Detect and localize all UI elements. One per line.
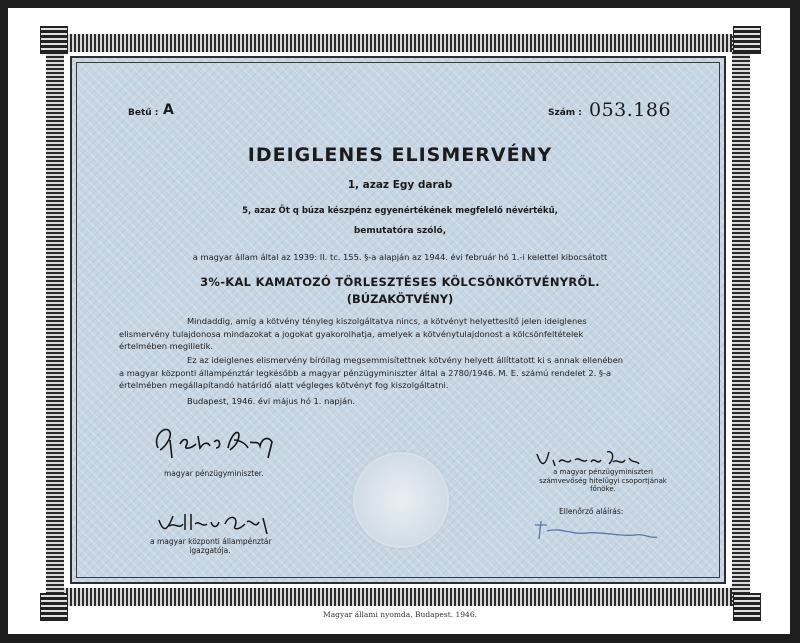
paragraph-line: értelmében megilletik.	[119, 341, 214, 351]
value-line: 5, azaz Öt q búza készpénz egyenértékének megfelelő névértékű,	[242, 206, 558, 216]
date-line: Budapest, 1946. évi május hó 1. napján.	[187, 396, 355, 406]
border-frame	[46, 34, 64, 606]
accounting-caption-line: főnöke.	[590, 485, 616, 493]
treasury-caption-line: igazgatója.	[189, 546, 231, 555]
bond-title: 3%-KAL KAMATOZÓ TÖRLESZTÉSES KÖLCSÖNKÖTVÉNYRŐL.	[200, 275, 600, 289]
paragraph-issue	[119, 354, 689, 392]
series-value: A	[163, 102, 174, 118]
paragraph-line: Mindaddig, amíg a kötvény tényleg kiszolgáltatva nincs, a kötvényt helyettesítő jelen ideiglenes	[187, 316, 587, 326]
embossed-seal	[353, 452, 449, 548]
issuance-line: a magyar állam által az 1939: II. tc. 155. §-a alapján az 1944. évi február hó 1.-i kelettel kibocsátott	[192, 252, 608, 262]
accounting-caption-line: számvevőség hitelügyi csoportjának	[539, 476, 667, 485]
treasury-director-signature	[155, 508, 275, 540]
accounting-caption-line: a magyar pénzügyminiszteri	[553, 468, 653, 476]
document-title: IDEIGLENES ELISMERVÉNY	[247, 144, 553, 166]
paragraph-line: elismervény tulajdonosa mindazokat a jogokat gyakorolhatja, amelyek a kötvénytulajdonost a kölcsönfeltételek	[119, 328, 584, 339]
control-signature-label: Ellenőrző aláírás:	[559, 507, 624, 516]
printer-line: Magyar állami nyomda, Budapest. 1946.	[323, 610, 477, 619]
paragraph-rights	[119, 315, 689, 353]
paragraph-line: értelmében megállapítandó határidő alatt végleges kötvényt fog kiszolgáltatni.	[119, 380, 449, 390]
number-label: Szám :	[548, 108, 582, 118]
border-frame	[732, 34, 750, 606]
series-label: Betű :	[128, 108, 159, 118]
border-frame	[46, 588, 750, 606]
border-frame	[46, 34, 750, 52]
border-corner	[733, 26, 761, 54]
control-signature	[531, 517, 661, 547]
accounting-caption	[538, 468, 668, 494]
number-value: 053.186	[589, 99, 672, 121]
quantity-line: 1, azaz Egy darab	[347, 179, 453, 191]
treasury-caption	[150, 537, 270, 555]
bond-subtitle: (BÚZAKÖTVÉNY)	[346, 292, 454, 306]
bearer-line: bemutatóra szóló,	[353, 226, 447, 236]
finance-minister-caption: magyar pénzügyminiszter.	[164, 469, 264, 478]
paragraph-line: a magyar központi állampénztár legkésőbb a magyar pénzügyminiszter által a 2780/1946. M. E. számú rendelet 2. §-a	[119, 367, 612, 378]
paragraph-line: Ez az ideiglenes elismervény bíróilag megsemmisítettnek kötvény helyett állíttatott ki s annak ellenében	[187, 355, 624, 365]
treasury-caption-line: a magyar központi állampénztár	[150, 537, 272, 546]
border-corner	[40, 26, 68, 54]
finance-minister-signature	[150, 418, 280, 464]
